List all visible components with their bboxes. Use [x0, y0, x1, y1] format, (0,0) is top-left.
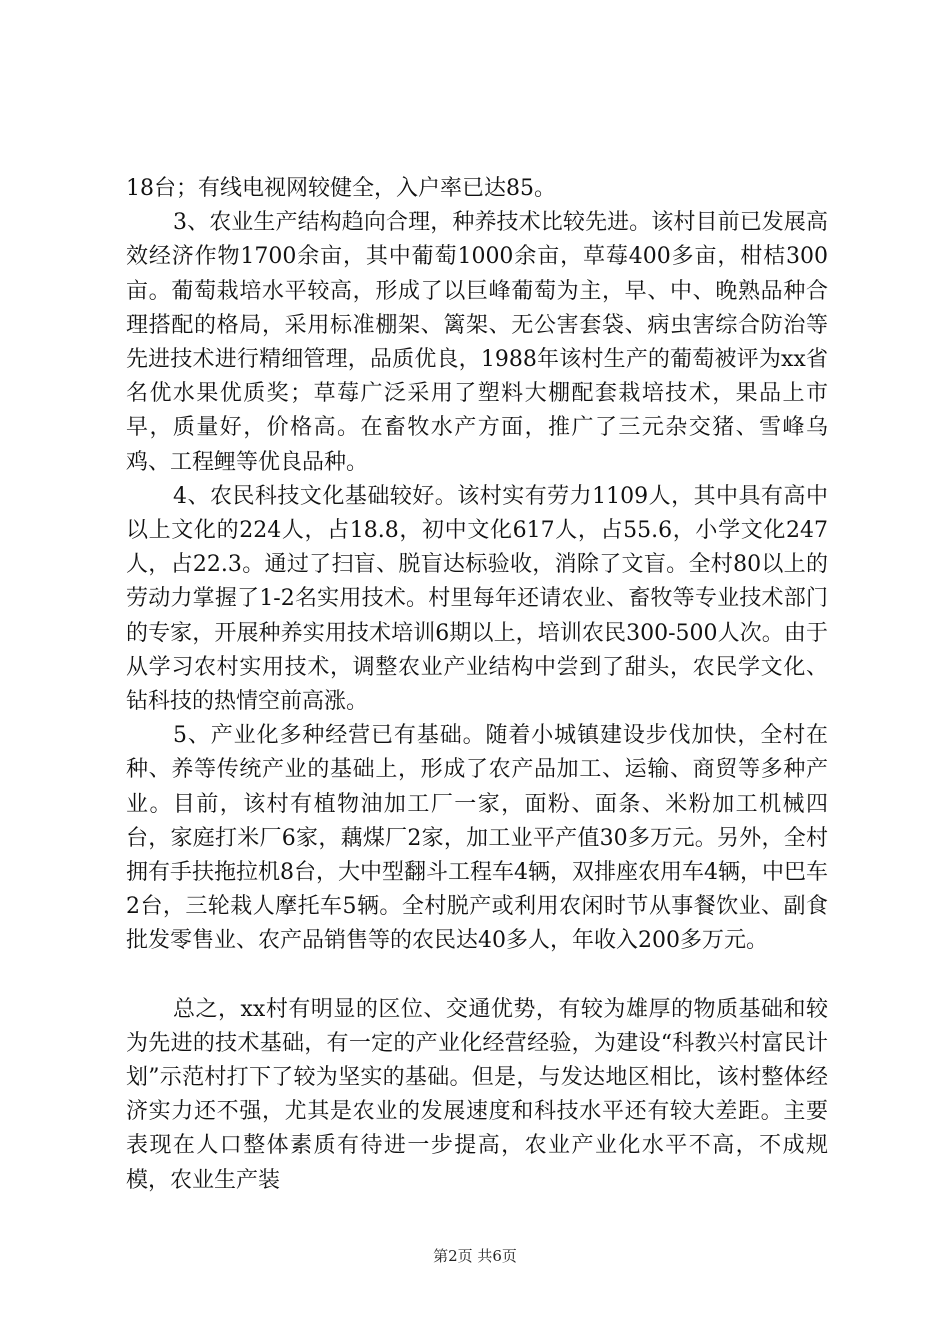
paragraph-item-4: 4、农民科技文化基础较好。该村实有劳力1109人，其中具有高中以上文化的224人，占18.8，初中文化617人，占55.6，小学文化247人，占22.3。通过了扫盲、脱盲达标验收，消除了文盲。全村80以上的劳动力掌握了1-2名实用技术。村里每年还请农业、畜牧等专业技术部门的专家，开展种养实用技术培训6期以上，培训农民300-500人次。由于从学习农村实用技术，调整农业产业结构中尝到了甜头，农民学文化、钻科技的热情空前高涨。 [126, 483, 828, 715]
page-number-footer: 第2页 共6页 [433, 1247, 517, 1265]
document-body [126, 172, 828, 1198]
paragraph-continuation: 18台；有线电视网较健全，入户率已达85。 [126, 176, 556, 201]
paragraph-summary: 总之，xx村有明显的区位、交通优势，有较为雄厚的物质基础和较为先进的技术基础，有一定的产业化经营经验，为建设“科教兴村富民计划”示范村打下了较为坚实的基础。但是，与发达地区相比，该村整体经济实力还不强，尤其是农业的发展速度和科技水平还有较大差距。主要表现在人口整体素质有待进一步提高，农业产业化水平不高，不成规模，农业生产装 [126, 996, 828, 1193]
paragraph-item-5: 5、产业化多种经营已有基础。随着小城镇建设步伐加快，全村在种、养等传统产业的基础上，形成了农产品加工、运输、商贸等多种产业。目前，该村有植物油加工厂一家，面粉、面条、米粉加工机械四台，家庭打米厂6家，藕煤厂2家，加工业平产值30多万元。另外，全村拥有手扶拖拉机8台，大中型翻斗工程车4辆，双排座农用车4辆，中巴车2台，三轮栽人摩托车5辆。全村脱产或利用农闲时节从事餐饮业、副食批发零售业、农产品销售等的农民达40多人，年收入200多万元。 [126, 723, 828, 954]
paragraph-item-3: 3、农业生产结构趋向合理，种养技术比较先进。该村目前已发展高效经济作物1700余亩，其中葡萄1000余亩，草莓400多亩，柑桔300亩。葡萄栽培水平较高，形成了以巨峰葡萄为主，早、中、晚熟品种合理搭配的格局，采用标准棚架、篱架、无公害套袋、病虫害综合防治等先进技术进行精细管理，品质优良，1988年该村生产的葡萄被评为xx省名优水果优质奖；草莓广泛采用了塑料大棚配套栽培技术，果品上市早，质量好，价格高。在畜牧水产方面，推广了三元杂交猪、雪峰乌鸡、工程鲤等优良品种。 [126, 210, 828, 475]
